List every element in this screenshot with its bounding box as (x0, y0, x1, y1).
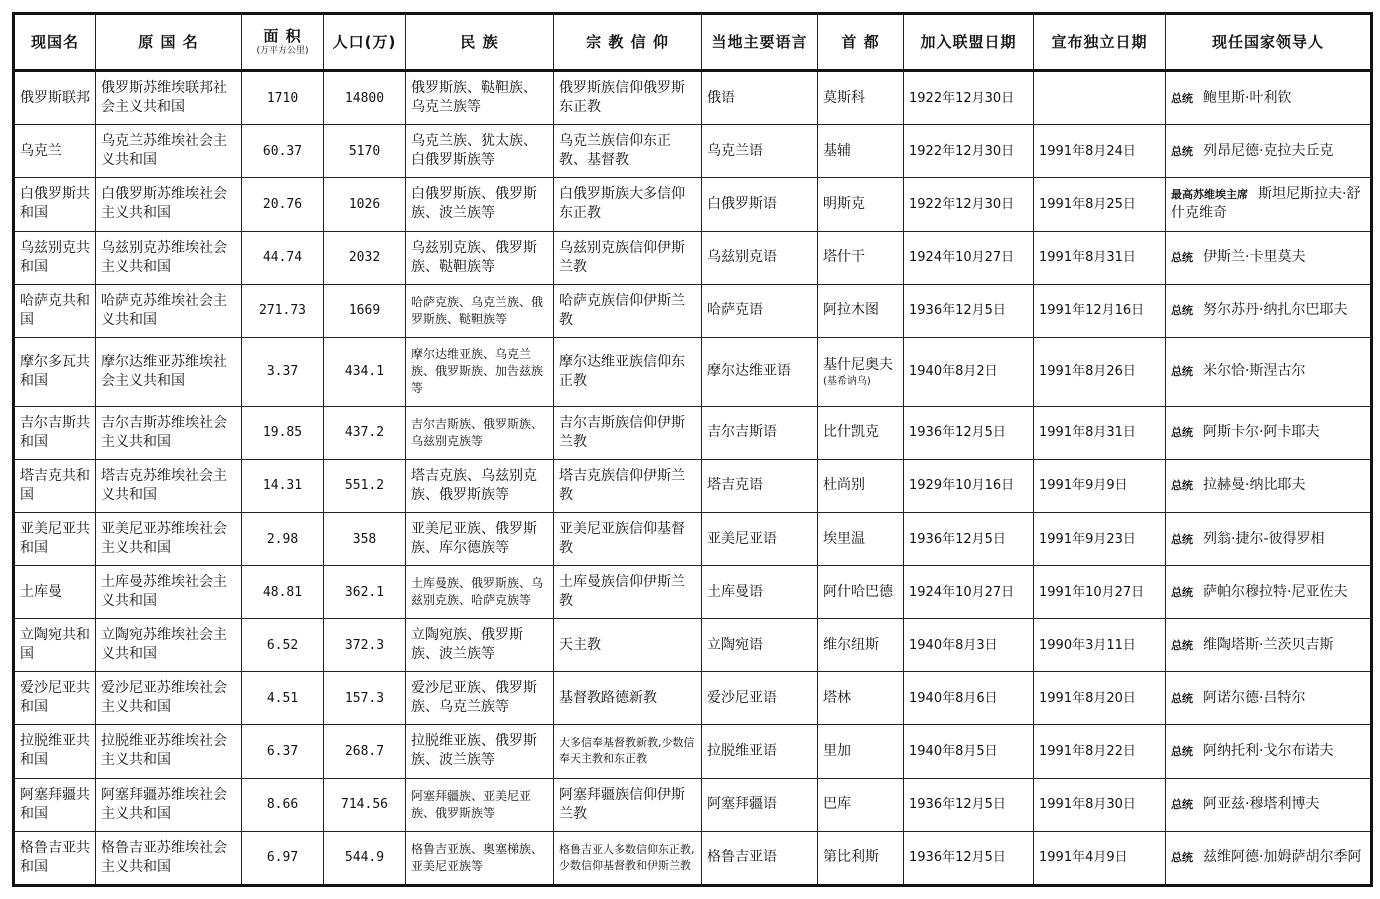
cell-population: 714.56 (324, 778, 406, 831)
header-capital: 首 都 (818, 14, 904, 71)
cell-religion: 摩尔达维亚族信仰东正教 (554, 337, 702, 406)
cell-language: 立陶宛语 (702, 619, 818, 672)
cell-current-name: 白俄罗斯共和国 (14, 178, 96, 231)
cell-religion: 大多信奉基督教新教,少数信奉天主教和东正教 (554, 725, 702, 778)
cell-union-date: 1936年12月5日 (904, 831, 1034, 885)
cell-independence-date: 1991年8月24日 (1034, 125, 1166, 178)
cell-language: 哈萨克语 (702, 284, 818, 337)
cell-independence-date: 1991年8月31日 (1034, 231, 1166, 284)
cell-former-name: 阿塞拜疆苏维埃社会主义共和国 (96, 778, 242, 831)
republics-table (12, 12, 1373, 887)
cell-capital (818, 231, 904, 284)
cell-language: 塔吉克语 (702, 459, 818, 512)
cell-independence-date (1034, 71, 1166, 125)
cell-leader (1166, 725, 1372, 778)
cell-population: 5170 (324, 125, 406, 178)
header-row (14, 14, 1372, 71)
cell-population: 1026 (324, 178, 406, 231)
cell-former-name: 哈萨克苏维埃社会主义共和国 (96, 284, 242, 337)
cell-former-name: 立陶宛苏维埃社会主义共和国 (96, 619, 242, 672)
cell-former-name: 塔吉克苏维埃社会主义共和国 (96, 459, 242, 512)
cell-former-name: 拉脱维亚苏维埃社会主义共和国 (96, 725, 242, 778)
cell-language: 阿塞拜疆语 (702, 778, 818, 831)
cell-area: 271.73 (242, 284, 324, 337)
capital-note: (基希讷乌) (823, 375, 871, 387)
header-independence-date: 宣布独立日期 (1034, 14, 1166, 71)
cell-population: 437.2 (324, 406, 406, 459)
cell-union-date: 1924年10月27日 (904, 231, 1034, 284)
header-area-unit: (万平方公里) (256, 46, 309, 56)
cell-leader (1166, 459, 1372, 512)
cell-independence-date: 1991年9月23日 (1034, 513, 1166, 566)
header-current-name: 现国名 (14, 14, 96, 71)
cell-union-date: 1936年12月5日 (904, 778, 1034, 831)
capital-name: 阿拉木图 (823, 302, 879, 319)
cell-ethnicity: 土库曼族、俄罗斯族、乌兹别克族、哈萨克族等 (406, 566, 554, 619)
cell-ethnicity: 亚美尼亚族、俄罗斯族、库尔德族等 (406, 513, 554, 566)
cell-area: 6.52 (242, 619, 324, 672)
cell-population: 434.1 (324, 337, 406, 406)
capital-name: 塔林 (823, 689, 851, 706)
capital-name: 莫斯科 (823, 89, 865, 106)
cell-area: 48.81 (242, 566, 324, 619)
cell-current-name: 乌克兰 (14, 125, 96, 178)
leader-title: 总统 (1171, 532, 1193, 546)
cell-ethnicity: 爱沙尼亚族、俄罗斯族、乌克兰族等 (406, 672, 554, 725)
cell-former-name: 白俄罗斯苏维埃社会主义共和国 (96, 178, 242, 231)
cell-language: 摩尔达维亚语 (702, 337, 818, 406)
table-row (14, 284, 1372, 337)
cell-ethnicity: 阿塞拜疆族、亚美尼亚族、俄罗斯族等 (406, 778, 554, 831)
cell-language: 吉尔吉斯语 (702, 406, 818, 459)
cell-ethnicity: 立陶宛族、俄罗斯族、波兰族等 (406, 619, 554, 672)
capital-name: 杜尚别 (823, 477, 865, 494)
cell-ethnicity: 吉尔吉斯族、俄罗斯族、乌兹别克族等 (406, 406, 554, 459)
cell-current-name: 亚美尼亚共和国 (14, 513, 96, 566)
cell-former-name: 乌兹别克苏维埃社会主义共和国 (96, 231, 242, 284)
cell-capital (818, 513, 904, 566)
cell-current-name: 吉尔吉斯共和国 (14, 406, 96, 459)
capital-name: 比什凯克 (823, 424, 879, 441)
cell-union-date: 1940年8月2日 (904, 337, 1034, 406)
cell-capital (818, 337, 904, 406)
cell-language: 拉脱维亚语 (702, 725, 818, 778)
table-row (14, 337, 1372, 406)
cell-former-name: 乌克兰苏维埃社会主义共和国 (96, 125, 242, 178)
cell-area: 44.74 (242, 231, 324, 284)
table-row (14, 831, 1372, 885)
cell-leader (1166, 231, 1372, 284)
header-ethnicity: 民 族 (406, 14, 554, 71)
header-union-date: 加入联盟日期 (904, 14, 1034, 71)
header-area-label: 面 积 (263, 27, 302, 45)
cell-population: 2032 (324, 231, 406, 284)
cell-area: 6.37 (242, 725, 324, 778)
cell-former-name: 土库曼苏维埃社会主义共和国 (96, 566, 242, 619)
republics-table-sheet (12, 12, 1370, 887)
cell-language: 乌克兰语 (702, 125, 818, 178)
leader-line (1171, 142, 1365, 161)
cell-capital (818, 459, 904, 512)
leader-title: 最高苏维埃主席 (1171, 188, 1248, 202)
leader-title: 总统 (1171, 426, 1193, 440)
cell-language: 俄语 (702, 71, 818, 125)
header-leader: 现任国家领导人 (1166, 14, 1372, 71)
cell-current-name: 格鲁吉亚共和国 (14, 831, 96, 885)
leader-title: 总统 (1171, 691, 1193, 705)
cell-population: 14800 (324, 71, 406, 125)
capital-name: 维尔纽斯 (823, 636, 879, 653)
cell-capital (818, 566, 904, 619)
cell-current-name: 乌兹别克共和国 (14, 231, 96, 284)
table-row (14, 178, 1372, 231)
cell-language: 亚美尼亚语 (702, 513, 818, 566)
cell-current-name: 爱沙尼亚共和国 (14, 672, 96, 725)
cell-former-name: 摩尔达维亚苏维埃社会主义共和国 (96, 337, 242, 406)
leader-name: 兹维阿德·加姆萨胡尔季阿 (1203, 849, 1362, 866)
cell-ethnicity: 乌克兰族、犹太族、白俄罗斯族等 (406, 125, 554, 178)
leader-title: 总统 (1171, 304, 1193, 318)
leader-line (1171, 248, 1365, 267)
leader-title: 总统 (1171, 638, 1193, 652)
leader-name: 伊斯兰·卡里莫夫 (1203, 249, 1306, 266)
cell-religion: 塔吉克族信仰伊斯兰教 (554, 459, 702, 512)
cell-current-name: 摩尔多瓦共和国 (14, 337, 96, 406)
cell-capital (818, 672, 904, 725)
leader-title: 总统 (1171, 851, 1193, 865)
table-row (14, 672, 1372, 725)
cell-capital (818, 71, 904, 125)
cell-independence-date: 1991年10月27日 (1034, 566, 1166, 619)
leader-name: 拉赫曼·纳比耶夫 (1203, 477, 1306, 494)
cell-religion: 土库曼族信仰伊斯兰教 (554, 566, 702, 619)
cell-religion: 阿塞拜疆族信仰伊斯兰教 (554, 778, 702, 831)
leader-name: 列昂尼德·克拉夫丘克 (1203, 142, 1334, 159)
cell-leader (1166, 284, 1372, 337)
cell-capital (818, 284, 904, 337)
cell-current-name: 拉脱维亚共和国 (14, 725, 96, 778)
cell-religion: 白俄罗斯族大多信仰东正教 (554, 178, 702, 231)
cell-leader (1166, 566, 1372, 619)
cell-area: 2.98 (242, 513, 324, 566)
header-religion: 宗 教 信 仰 (554, 14, 702, 71)
cell-ethnicity: 乌兹别克族、俄罗斯族、鞑靼族等 (406, 231, 554, 284)
leader-name: 阿亚兹·穆塔利博夫 (1203, 796, 1320, 813)
cell-current-name: 哈萨克共和国 (14, 284, 96, 337)
capital-name: 第比利斯 (823, 849, 879, 866)
leader-line (1171, 795, 1365, 814)
table-row (14, 566, 1372, 619)
cell-religion: 乌克兰族信仰东正教、基督教 (554, 125, 702, 178)
cell-religion: 格鲁吉亚人多数信仰东正教,少数信仰基督教和伊斯兰教 (554, 831, 702, 885)
leader-name: 米尔恰·斯涅古尔 (1203, 363, 1306, 380)
cell-union-date: 1940年8月3日 (904, 619, 1034, 672)
cell-capital (818, 619, 904, 672)
cell-union-date: 1922年12月30日 (904, 125, 1034, 178)
leader-line (1171, 89, 1365, 108)
cell-area: 8.66 (242, 778, 324, 831)
capital-name: 阿什哈巴德 (823, 583, 893, 600)
table-row (14, 459, 1372, 512)
cell-current-name: 俄罗斯联邦 (14, 71, 96, 125)
leader-title: 总统 (1171, 365, 1193, 379)
cell-religion: 乌兹别克族信仰伊斯兰教 (554, 231, 702, 284)
cell-population: 362.1 (324, 566, 406, 619)
table-row (14, 71, 1372, 125)
leader-name: 鲍里斯·叶利钦 (1203, 89, 1292, 106)
cell-leader (1166, 672, 1372, 725)
leader-line (1171, 301, 1365, 320)
cell-union-date: 1936年12月5日 (904, 406, 1034, 459)
capital-name: 基辅 (823, 142, 851, 159)
cell-language: 格鲁吉亚语 (702, 831, 818, 885)
cell-ethnicity: 摩尔达维亚族、乌克兰族、俄罗斯族、加告兹族等 (406, 337, 554, 406)
capital-name: 里加 (823, 742, 851, 759)
leader-line (1171, 476, 1365, 495)
leader-line (1171, 423, 1365, 442)
cell-union-date: 1929年10月16日 (904, 459, 1034, 512)
header-population: 人口(万) (324, 14, 406, 71)
cell-union-date: 1936年12月5日 (904, 284, 1034, 337)
cell-ethnicity: 哈萨克族、乌克兰族、俄罗斯族、鞑靼族等 (406, 284, 554, 337)
leader-line (1171, 362, 1365, 381)
leader-line (1171, 583, 1365, 602)
cell-ethnicity: 白俄罗斯族、俄罗斯族、波兰族等 (406, 178, 554, 231)
cell-population: 358 (324, 513, 406, 566)
cell-union-date: 1922年12月30日 (904, 71, 1034, 125)
cell-religion: 天主教 (554, 619, 702, 672)
leader-line (1171, 689, 1365, 708)
cell-leader (1166, 125, 1372, 178)
cell-former-name: 俄罗斯苏维埃联邦社会主义共和国 (96, 71, 242, 125)
header-language: 当地主要语言 (702, 14, 818, 71)
cell-independence-date: 1991年12月16日 (1034, 284, 1166, 337)
cell-capital (818, 406, 904, 459)
table-row (14, 725, 1372, 778)
leader-name: 阿纳托利·戈尔布诺夫 (1203, 742, 1334, 759)
cell-independence-date: 1991年8月22日 (1034, 725, 1166, 778)
leader-name: 列翁·捷尔-彼得罗相 (1203, 530, 1325, 547)
cell-independence-date: 1991年4月9日 (1034, 831, 1166, 885)
leader-name: 阿诺尔德·吕特尔 (1203, 689, 1306, 706)
cell-independence-date: 1991年8月25日 (1034, 178, 1166, 231)
cell-union-date: 1940年8月6日 (904, 672, 1034, 725)
capital-name: 巴库 (823, 796, 851, 813)
cell-area: 60.37 (242, 125, 324, 178)
cell-population: 372.3 (324, 619, 406, 672)
cell-former-name: 爱沙尼亚苏维埃社会主义共和国 (96, 672, 242, 725)
cell-leader (1166, 831, 1372, 885)
cell-religion: 亚美尼亚族信仰基督教 (554, 513, 702, 566)
capital-name: 基什尼奥夫 (823, 356, 893, 373)
cell-language: 土库曼语 (702, 566, 818, 619)
table-row (14, 619, 1372, 672)
cell-capital (818, 778, 904, 831)
cell-former-name: 格鲁吉亚苏维埃社会主义共和国 (96, 831, 242, 885)
leader-name: 努尔苏丹·纳扎尔巴耶夫 (1203, 302, 1348, 319)
leader-line (1171, 530, 1365, 549)
cell-population: 268.7 (324, 725, 406, 778)
cell-area: 1710 (242, 71, 324, 125)
leader-title: 总统 (1171, 479, 1193, 493)
cell-union-date: 1936年12月5日 (904, 513, 1034, 566)
cell-independence-date: 1991年8月30日 (1034, 778, 1166, 831)
cell-union-date: 1922年12月30日 (904, 178, 1034, 231)
leader-title: 总统 (1171, 585, 1193, 599)
cell-area: 3.37 (242, 337, 324, 406)
cell-independence-date: 1991年8月26日 (1034, 337, 1166, 406)
cell-religion: 俄罗斯族信仰俄罗斯东正教 (554, 71, 702, 125)
cell-independence-date: 1990年3月11日 (1034, 619, 1166, 672)
leader-line (1171, 742, 1365, 761)
cell-population: 157.3 (324, 672, 406, 725)
table-row (14, 513, 1372, 566)
leader-title: 总统 (1171, 251, 1193, 265)
cell-capital (818, 831, 904, 885)
cell-capital (818, 125, 904, 178)
cell-current-name: 立陶宛共和国 (14, 619, 96, 672)
cell-ethnicity: 拉脱维亚族、俄罗斯族、波兰族等 (406, 725, 554, 778)
cell-language: 乌兹别克语 (702, 231, 818, 284)
leader-line (1171, 185, 1365, 223)
cell-current-name: 土库曼 (14, 566, 96, 619)
leader-line (1171, 848, 1365, 867)
cell-former-name: 吉尔吉斯苏维埃社会主义共和国 (96, 406, 242, 459)
leader-name: 斯坦尼斯拉夫·舒什克维奇 (1171, 186, 1361, 222)
cell-ethnicity: 俄罗斯族、鞑靼族、乌克兰族等 (406, 71, 554, 125)
cell-religion: 基督教路德新教 (554, 672, 702, 725)
cell-leader (1166, 337, 1372, 406)
capital-name: 塔什干 (823, 249, 865, 266)
cell-current-name: 阿塞拜疆共和国 (14, 778, 96, 831)
cell-leader (1166, 619, 1372, 672)
cell-leader (1166, 178, 1372, 231)
cell-independence-date: 1991年9月9日 (1034, 459, 1166, 512)
leader-title: 总统 (1171, 144, 1193, 158)
cell-ethnicity: 格鲁吉亚族、奥塞梯族、亚美尼亚族等 (406, 831, 554, 885)
leader-title: 总统 (1171, 798, 1193, 812)
cell-ethnicity: 塔吉克族、乌兹别克族、俄罗斯族等 (406, 459, 554, 512)
cell-population: 1669 (324, 284, 406, 337)
header-former-name: 原 国 名 (96, 14, 242, 71)
leader-title: 总统 (1171, 744, 1193, 758)
cell-area: 20.76 (242, 178, 324, 231)
cell-capital (818, 725, 904, 778)
cell-current-name: 塔吉克共和国 (14, 459, 96, 512)
cell-area: 6.97 (242, 831, 324, 885)
cell-former-name: 亚美尼亚苏维埃社会主义共和国 (96, 513, 242, 566)
cell-union-date: 1924年10月27日 (904, 566, 1034, 619)
cell-language: 白俄罗斯语 (702, 178, 818, 231)
leader-name: 维陶塔斯·兰茨贝吉斯 (1203, 636, 1334, 653)
cell-leader (1166, 778, 1372, 831)
table-row (14, 778, 1372, 831)
cell-leader (1166, 513, 1372, 566)
cell-religion: 吉尔吉斯族信仰伊斯兰教 (554, 406, 702, 459)
cell-area: 4.51 (242, 672, 324, 725)
cell-union-date: 1940年8月5日 (904, 725, 1034, 778)
cell-area: 14.31 (242, 459, 324, 512)
cell-area: 19.85 (242, 406, 324, 459)
header-area (242, 14, 324, 71)
leader-name: 萨帕尔穆拉特·尼亚佐夫 (1203, 583, 1348, 600)
cell-leader (1166, 71, 1372, 125)
cell-religion: 哈萨克族信仰伊斯兰教 (554, 284, 702, 337)
leader-name: 阿斯卡尔·阿卡耶夫 (1203, 424, 1320, 441)
capital-name: 明斯克 (823, 195, 865, 212)
leader-title: 总统 (1171, 91, 1193, 105)
cell-population: 551.2 (324, 459, 406, 512)
cell-population: 544.9 (324, 831, 406, 885)
cell-leader (1166, 406, 1372, 459)
cell-capital (818, 178, 904, 231)
cell-independence-date: 1991年8月31日 (1034, 406, 1166, 459)
table-row (14, 231, 1372, 284)
table-row (14, 125, 1372, 178)
cell-language: 爱沙尼亚语 (702, 672, 818, 725)
cell-independence-date: 1991年8月20日 (1034, 672, 1166, 725)
leader-line (1171, 636, 1365, 655)
capital-name: 埃里温 (823, 530, 865, 547)
table-row (14, 406, 1372, 459)
